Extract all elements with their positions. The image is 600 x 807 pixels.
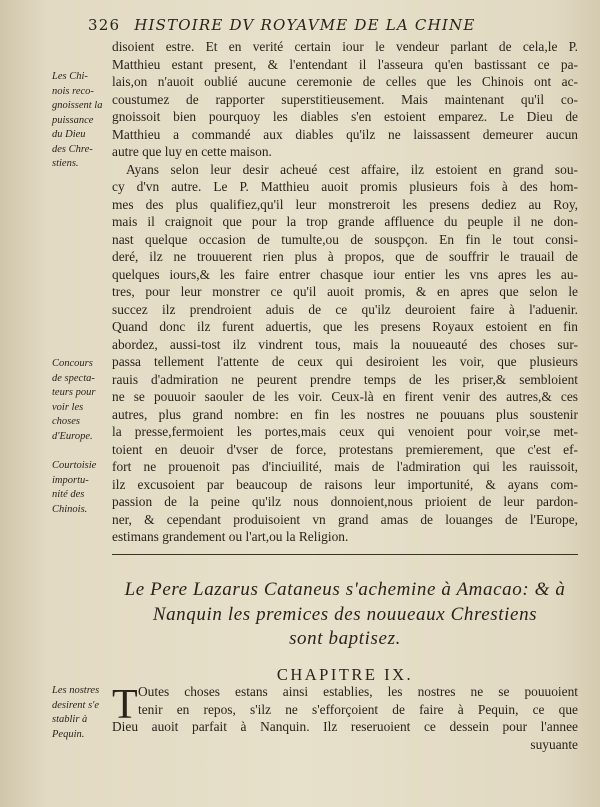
text-line: deré, ilz ne trouuerent rien plus à propos, que de souffrir le trauail de <box>112 249 578 264</box>
text-line: coustumez de rapporter superstitieusement. Mais maintenant qu'il co- <box>112 91 578 107</box>
running-header <box>88 16 588 38</box>
text-line: fort ne prouenoit pas d'inciuilité, mais de l'admiration qui les rauissoit, <box>112 459 578 474</box>
chapter-heading: CHAPITRE IX. <box>276 665 414 684</box>
text-line: gnoissoit bien pourquoy les diables s'en estoient emparez. Le Dieu de <box>112 109 578 124</box>
chapter-text-block <box>112 683 578 753</box>
page-number: 326 <box>88 16 121 34</box>
text-line: Outes choses estans ainsi establies, les nostres ne se pouuoient <box>138 684 578 699</box>
main-text-block <box>112 38 578 546</box>
text-line: autre que luy en cette maison. <box>112 144 272 159</box>
text-line: cy d'vn autre. Le P. Matthieu auoit promis plusieurs fois à des hom- <box>112 179 578 194</box>
section-title-line-3: sont baptisez. <box>289 628 401 649</box>
text-line: Dieu auoit parfait à Nanquin. Ilz reseruoient ce dessein pour l'annee <box>112 719 578 734</box>
text-line: Ayans selon leur desir acheué cest affaire, ilz estoient en grand sou- <box>126 161 578 177</box>
text-line: quelques iours,& les faire entrer chasque iour entier les vns apres les au- <box>112 266 578 282</box>
text-line: lais,on n'auoit oublié aucune ceremonie de celles que les Chinois ont ac- <box>112 74 578 89</box>
text-line: ner, & cependant produisoient vn grand amas de louanges de l'Europe, <box>112 511 578 527</box>
text-line: succez ilz prendroient aduis de ce qu'ilz deuroient faire à l'aduenir. <box>112 301 578 317</box>
section-divider <box>112 554 578 555</box>
text-line: toient en deuoir d'vser de force, protestans premierement, que c'est ef- <box>112 441 578 457</box>
margin-note-spectators: Concours de specta- teurs pour voir les choses d'Europe. <box>52 358 96 442</box>
text-line: rauis d'admiration ne peurent prendre temps de les priser,& sembloient <box>112 371 578 387</box>
text-line: ne se pouuoir saouler de les voir. Ceux-là en firent venir des autres,& ces <box>112 389 578 404</box>
text-line: ilz excusoient par beaucoup de raisons leur importunité, & ayans com- <box>112 476 578 492</box>
text-line: disoient estre. Et en verité certain iour le vendeur parlant de cela,le P. <box>112 39 578 54</box>
text-line: mais il craignoit que pour la trop grande affluence du peuple il ne don- <box>112 214 578 229</box>
text-line: tenir en repos, s'ilz ne s'efforçoient de faire à Pequin, ce que <box>138 701 578 717</box>
section-title-line-1: Le Pere Lazarus Cataneus s'achemine à Amacao: & à <box>124 579 566 600</box>
margin-note-courtesy: Courtoisie importu- nité des Chinois. <box>52 460 97 515</box>
running-title: HISTOIRE DV ROYAVME DE LA CHINE <box>134 16 476 34</box>
text-line: la presse,fermoient les portes,mais ceux qui venoient pour voir,se met- <box>112 424 578 439</box>
text-line: abordez, aussi-tost ilz vindrent tous, mais la nouueauté des choses sur- <box>112 336 578 352</box>
drop-cap: T <box>112 682 138 728</box>
text-line: nast quelque occasion de tumulte,ou de souspçon. En fin le tout consi- <box>112 231 578 247</box>
margin-note-chinese-recognize: Les Chi- nois reco- gnoissent la puissance du Dieu des Chre- stiens. <box>52 71 103 169</box>
section-title-line-2: Nanquin les premices des nouueaux Chrestiens <box>152 604 538 625</box>
text-line: Matthieu a commandé aux diables qu'ilz ne laissassent demeurer aucun <box>112 126 578 142</box>
text-line: mes des plus qualifiez,qu'il leur monstreroit les presens dediez au Roy, <box>112 196 578 212</box>
text-line: passion de la peine qu'ilz nous donnoient,nous prioient de leur pardon- <box>112 494 578 509</box>
text-line: Quand donc ilz furent aduertis, que les presens Royaux estoient en fin <box>112 319 578 334</box>
text-line: passa tellement l'attente de ceux qui desiroient les voir, que plusieurs <box>112 354 578 369</box>
catchword: suyuante <box>530 736 578 752</box>
text-line: estimans grandement ou l'art,ou la Religion. <box>112 529 349 544</box>
text-line: tres, pour leur monstrer ce qu'il auoit promis, & en apres que selon le <box>112 284 578 299</box>
text-line: Matthieu estant present, & l'entendant il l'asseura qu'en bastissant ce pa- <box>112 56 578 72</box>
text-line: autres, plus grand nombre: en fin les nostres ne pouuans plus soustenir <box>112 406 578 422</box>
margin-note-pequin: Les nostres desirent s'e stablir à Pequin. <box>52 685 100 740</box>
